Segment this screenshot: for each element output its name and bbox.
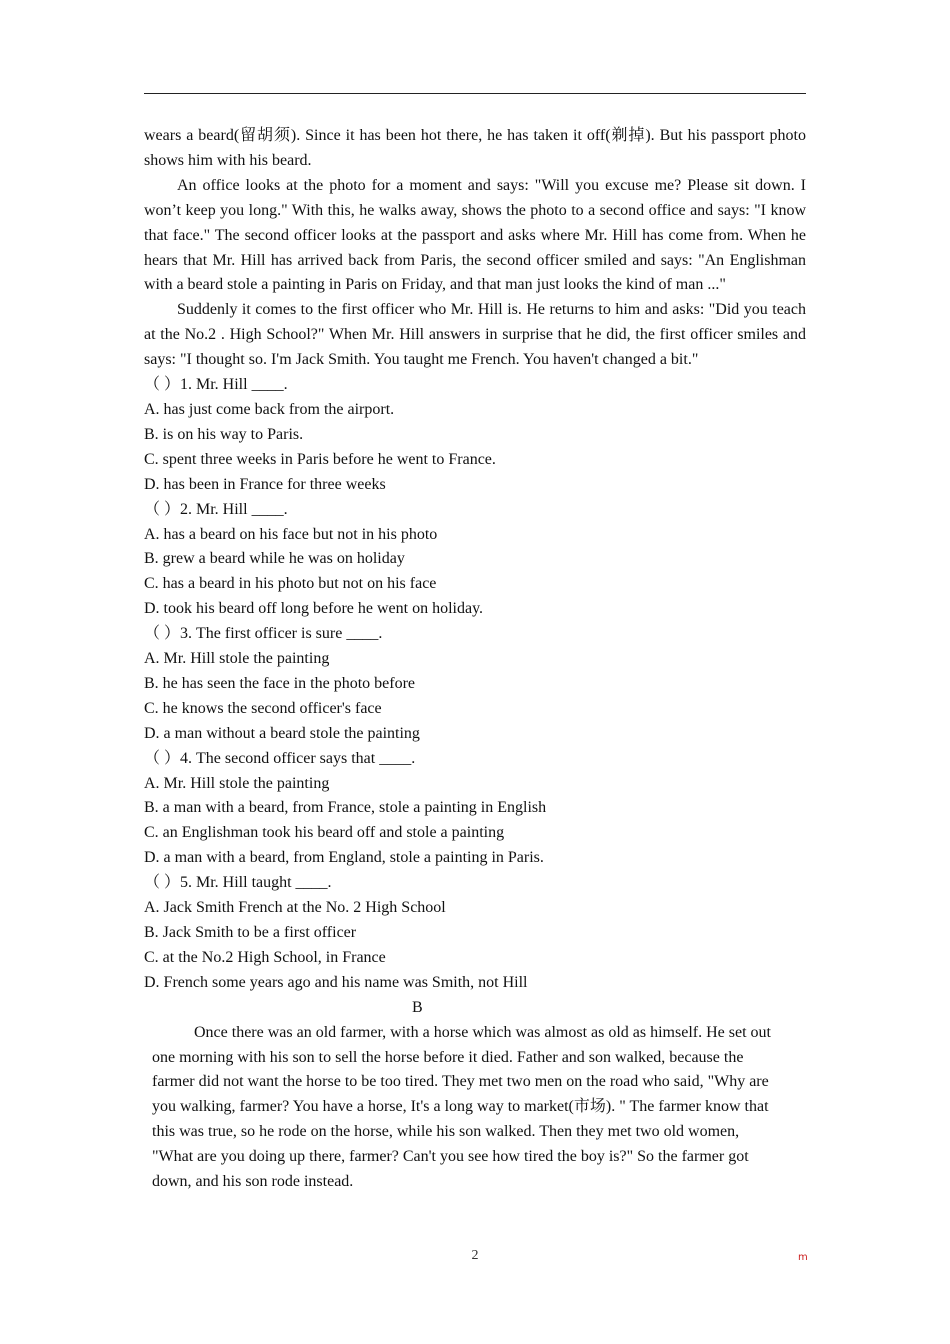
- passage-b-line: farmer did not want the horse to be too tired. They met two men on the road who said, "Why are: [152, 1073, 769, 1091]
- question-option: B. is on his way to Paris.: [144, 425, 304, 443]
- passage-b: [144, 1021, 804, 1195]
- question-2: [144, 498, 806, 623]
- question-option: A. has a beard on his face but not in his photo: [144, 525, 438, 543]
- question-option: D. French some years ago and his name was Smith, not Hill: [144, 973, 528, 991]
- question-option: D. a man with a beard, from England, stole a painting in Paris.: [144, 849, 544, 867]
- question-3: [144, 622, 806, 747]
- question-option: A. Mr. Hill stole the painting: [144, 650, 330, 668]
- question-option: C. has a beard in his photo but not on his face: [144, 575, 437, 593]
- corner-mark: m: [798, 1252, 808, 1263]
- passage-a: [144, 124, 806, 373]
- question-1: [144, 373, 806, 498]
- passage-b-line: Once there was an old farmer, with a horse which was almost as old as himself. He set out: [194, 1023, 771, 1041]
- question-stem: （ ）2. Mr. Hill ____.: [144, 500, 288, 518]
- question-option: A. Jack Smith French at the No. 2 High School: [144, 899, 446, 917]
- passage-b-line: one morning with his son to sell the horse before it died. Father and son walked, because the: [152, 1048, 744, 1066]
- question-4: [144, 747, 806, 872]
- question-option: D. has been in France for three weeks: [144, 475, 386, 493]
- question-option: B. a man with a beard, from France, stole a painting in English: [144, 799, 547, 817]
- question-option: B. he has seen the face in the photo before: [144, 674, 416, 692]
- question-option: B. Jack Smith to be a first officer: [144, 924, 357, 941]
- question-5: [144, 871, 806, 996]
- question-stem: （ ）3. The first officer is sure ____.: [144, 625, 383, 643]
- question-option: D. took his beard off long before he went on holiday.: [144, 600, 484, 618]
- question-option: B. grew a beard while he was on holiday: [144, 550, 405, 568]
- passage-b-line: down, and his son rode instead.: [152, 1173, 354, 1191]
- passage-a-paragraph-3: Suddenly it comes to the first officer who Mr. Hill is. He returns to him and asks: "Did you teach at the No.2 . High School?" When Mr. Hill answers in surprise that he did, the first officer smiles and says: "I thought so. I'm Jack Smith. You taught me French. You haven't changed a bit.": [144, 301, 806, 369]
- question-stem: （ ）1. Mr. Hill ____.: [144, 376, 288, 394]
- question-option: C. at the No.2 High School, in France: [144, 948, 386, 966]
- question-option: C. he knows the second officer's face: [144, 699, 382, 717]
- question-list: [144, 373, 806, 996]
- question-stem: （ ）5. Mr. Hill taught ____.: [144, 874, 332, 892]
- passage-b-line: "What are you doing up there, farmer? Can't you see how tired the boy is?" So the farmer got: [152, 1148, 749, 1166]
- question-option: A. has just come back from the airport.: [144, 400, 395, 418]
- question-stem: （ ）4. The second officer says that ____.: [144, 749, 416, 767]
- question-option: C. an Englishman took his beard off and stole a painting: [144, 824, 505, 842]
- question-option: D. a man without a beard stole the painting: [144, 724, 420, 742]
- passage-a-paragraph-2: An office looks at the photo for a moment and says: "Will you excuse me? Please sit down. I won’t keep you long." With this, he walks away, shows the photo to a second office and says: "I know that face." The second officer looks at the passport and asks where Mr. Hill has come from. When he hears that Mr. Hill has arrived back from Paris, the second officer smiled and says: "An Englishman with a beard stole a painting in Paris on Friday, and that man just looks the kind of man ...": [144, 176, 806, 294]
- passage-b-line: this was true, so he rode on the horse, while his son walked. Then they met two old women,: [152, 1123, 740, 1141]
- passage-b-line: you walking, farmer? You have a horse, It's a long way to market(市场). " The farmer know that: [152, 1098, 769, 1116]
- page-number: 2: [471, 1248, 479, 1263]
- header-rule: [144, 93, 806, 94]
- page-body: [144, 124, 806, 1195]
- question-option: A. Mr. Hill stole the painting: [144, 774, 330, 792]
- section-b-heading: B: [412, 998, 423, 1016]
- passage-a-paragraph-1: wears a beard(留胡须). Since it has been hot there, he has taken it off(剃掉). But his passport photo shows him with his beard.: [144, 127, 806, 169]
- question-option: C. spent three weeks in Paris before he went to France.: [144, 450, 496, 468]
